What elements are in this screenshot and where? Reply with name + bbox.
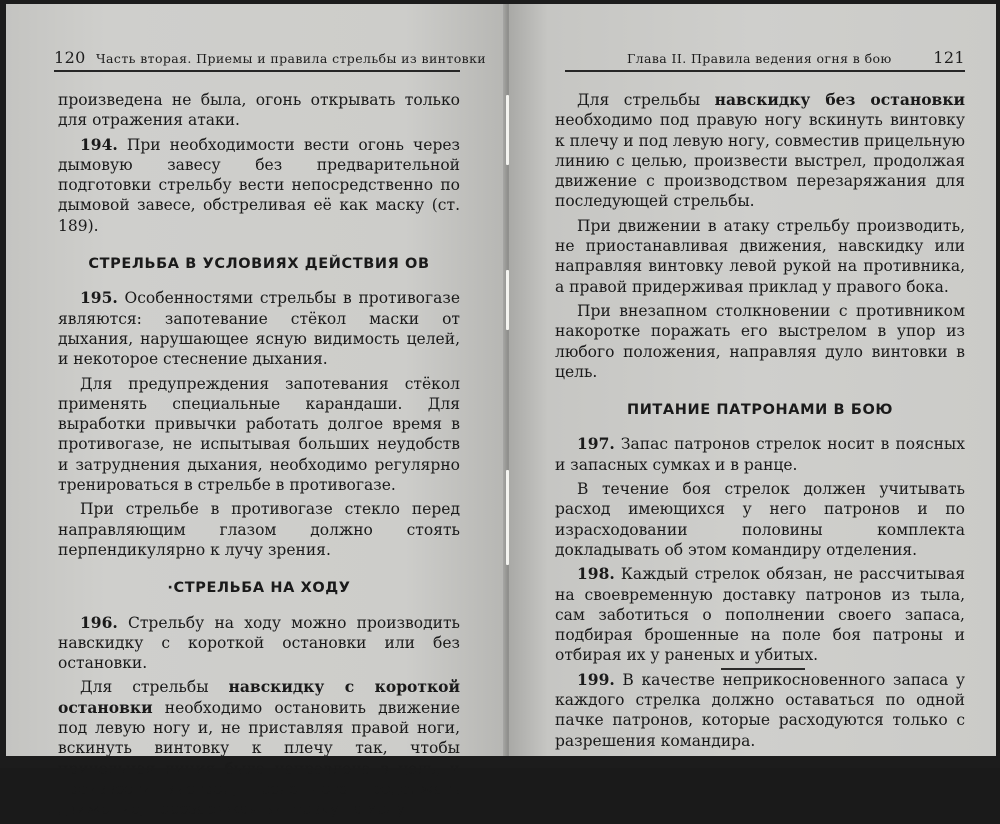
paragraph-number: 199.	[577, 669, 615, 689]
paragraph-195-b: Для предупреждения запотевания стёкол применять специальные карандаши. Для выработки привычки работать долгое время в противогазе, не испытывая больших неудобств и затруднения дыхания, необходимо регулярно тренироваться в стрельбе в противогазе.	[58, 374, 460, 495]
paragraph-196-b	[58, 677, 460, 819]
paragraph-194	[58, 135, 460, 236]
paragraph-text: Каждый стрелок обязан, не рассчитывая на своевременную доставку патронов из тыла, сам заботиться о пополнении своего запаса, подбирая брошенные на поле боя патроны и отбирая их у раненых и убитых.	[555, 565, 965, 665]
paragraph-number: 198.	[577, 564, 615, 584]
right-running-header	[565, 48, 965, 72]
paragraph-encounter: При внезапном столкновении с противником накоротке поражать его выстрелом в упор из любого положения, направляя дуло винтовки в цель.	[555, 301, 965, 381]
left-page-body	[58, 90, 460, 824]
paragraph-196	[58, 613, 460, 674]
section-heading-move: ·СТРЕЛЬБА НА ХОДУ	[167, 580, 351, 597]
section-heading-ammo: ПИТАНИЕ ПАТРОНАМИ В БОЮ	[626, 402, 894, 419]
section-heading-ov: СТРЕЛЬБА В УСЛОВИЯХ ДЕЙСТВИЯ ОВ	[88, 256, 430, 273]
left-page	[6, 4, 506, 819]
paragraph-text: Для стрельбы	[577, 91, 715, 109]
end-rule	[721, 668, 805, 670]
paragraph-199	[555, 670, 965, 751]
paragraph-number: 196.	[80, 612, 118, 632]
paragraph-197	[555, 434, 965, 475]
paragraph-text: Для стрельбы	[80, 678, 229, 697]
left-running-header	[54, 48, 487, 72]
paragraph-text: необходимо под правую ногу вскинуть винтовку к плечу и под левую ногу, совместив прицельную линию с целью, произвести выстрел, продолжая движение с производством перезаряжания для последующей стрельбы.	[555, 111, 965, 211]
paragraph-text: Стрельбу на ходу можно производить навскидку с короткой остановки или без остановки.	[58, 613, 460, 673]
paragraph-195	[58, 288, 460, 369]
paragraph-continued: произведена не была, огонь открывать только для отражения атаки.	[58, 91, 460, 130]
right-running-head-title: Глава II. Правила ведения огня в бою	[627, 51, 892, 66]
bold-term: навскидку с короткой остановки	[58, 677, 460, 717]
right-page-body	[555, 90, 965, 755]
paragraph-number: 195.	[80, 288, 118, 308]
paragraph-no-stop	[555, 90, 965, 212]
paragraph-number: 194.	[80, 134, 118, 154]
paragraph-text: При необходимости вести огонь через дымовую завесу без предварительной подготовки стрельбу вести непосредственно по дымовой завесе, обстреливая её как маску (ст. 189).	[58, 135, 460, 235]
paragraph-text: необходимо остановить движение под левую ногу и, не приставляя правой ноги, вскинуть винтовку к плечу так, чтобы прицельная линия была направлена в цель, и произвести выстрел, после чего продолжать движение, перезаряжая винтовку на ходу.	[58, 698, 460, 819]
right-page-number: 121	[933, 48, 965, 67]
right-page	[509, 4, 996, 756]
paragraph-197-b: В течение боя стрелок должен учитывать расход имеющихся у него патронов и по израсходовании половины комплекта докладывать об этом командиру отделения.	[555, 480, 965, 559]
paragraph-number: 197.	[577, 434, 615, 454]
paragraph-text: Запас патронов стрелок носит в поясных и запасных сумках и в ранце.	[555, 435, 965, 474]
left-running-head-title: Часть вторая. Приемы и правила стрельбы из винтовки	[96, 51, 487, 66]
paragraph-attack: При движении в атаку стрельбу производить, не приостанавливая движения, навскидку или направляя винтовку левой рукой на противника, а правой придерживая приклад у правого бока.	[555, 216, 965, 296]
paragraph-text: Особенностями стрельбы в противогазе являются: запотевание стёкол маски от дыхания, нарушающее ясную видимость целей, и некоторое стеснение дыхания.	[58, 289, 460, 369]
paragraph-text: В качестве неприкосновенного запаса у каждого стрелка должно оставаться по одной пачке патронов, которые расходуются только с разрешения командира.	[555, 670, 965, 750]
paragraph-198	[555, 564, 965, 665]
bold-term: навскидку без остановки	[714, 90, 966, 109]
paragraph-195-c: При стрельбе в противогазе стекло перед направляющим глазом должно стоять перпендикулярно к лучу зрения.	[58, 500, 460, 559]
left-page-number: 120	[54, 48, 86, 67]
